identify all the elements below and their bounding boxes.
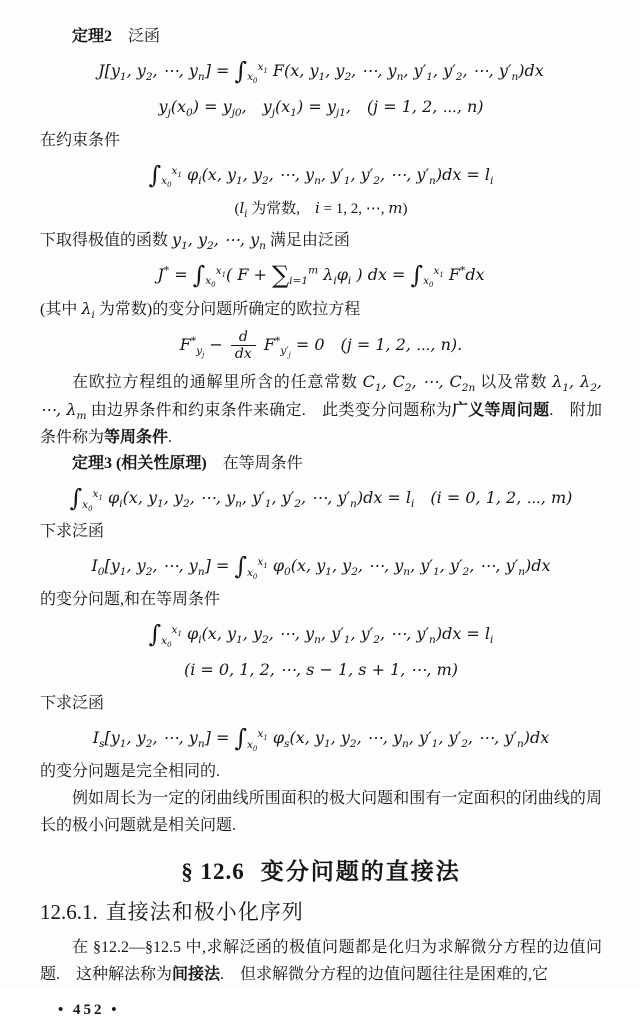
section-title: 变分问题的直接法 bbox=[260, 859, 461, 885]
theorem2-boundary-formula: $y_j(x_0) = y_{j0}$, $y_j(x_1) = y_{j1}$, (j = 1, 2, ⋯, n) bbox=[158, 97, 484, 120]
functional-i0-formula: $I_0[y_1$, $y_2$, ⋯, $y_n] = \int_{x_0}^{x_1}$ $\varphi_0(x$, $y_1$, $y_2$, ⋯, $y_n$, $y'_1$, $y'_2$, ⋯, $y'_n)dx$ bbox=[91, 552, 551, 581]
functional-is-formula: $I_s[y_1$, $y_2$, ⋯, $y_n] = \int_{x_0}^{x_1}$ $\varphi_s(x$, $y_1$, $y_2$, ⋯, $y_n$, $y'_1$, $y'_2$, ⋯, $y'_n)dx$ bbox=[92, 724, 550, 753]
isoperimetric-condition2-formula: $\int_{x_0}^{x_1}$ $\varphi_i(x$, $y_1$, $y_2$, ⋯, $y_n$, $y'_1$, $y'_2$, ⋯, $y'_n)dx = l_i$ bbox=[148, 620, 494, 649]
page-number: • 452 • bbox=[58, 1002, 120, 1019]
subsection-title: 直接法和极小化序列 bbox=[105, 900, 304, 925]
subsection-number: 12.6.1. bbox=[40, 900, 98, 925]
subsection-heading bbox=[40, 896, 602, 926]
constraint-note: ($l_i$ 为常数, i = 1, 2, ⋯, m) bbox=[234, 199, 408, 220]
example-paragraph: 例如周长为一定的闭曲线所围面积的极大问题和围有一定面积的闭曲线的周长的极小问题就是相关问题. bbox=[40, 790, 602, 835]
euler-intro-line: (其中 $\lambda_i$ 为常数)的变分问题所确定的欧拉方程 bbox=[40, 299, 361, 322]
index-range-line: (i = 0, 1, 2, ⋯, s − 1, s + 1, ⋯, m) bbox=[183, 660, 459, 680]
theorem3-heading: 定理3 (相关性原理) 在等周条件 bbox=[72, 455, 303, 473]
auxiliary-functional-formula: $J^* = \int_{x_0}^{x_1}$( $F + \sum_{i=1}^m$ $\lambda_i\varphi_i$ ) dx = $\int_{x_0}^{x_1}$ F*dx bbox=[157, 260, 485, 290]
equivalence-line: 的变分问题是完全相同的. bbox=[40, 763, 221, 781]
general-isoperimetric-remark: 在欧拉方程组的通解里所含的任意常数 $C_1$, $C_2$, ⋯, $C_{2n}$ 以及常数 $\lambda_1$, $\lambda_2$, ⋯, $\lambda_m$ 由边界条件和约束条件来确定. 此类变分问题称为广义等周问题. 附加条件称为等周条件. bbox=[40, 372, 602, 447]
section-number: § 12.6 bbox=[181, 859, 245, 885]
and-condition-line: 的变分问题,和在等周条件 bbox=[40, 591, 221, 609]
extremal-functions-line: 下取得极值的函数 $y_1$, $y_2$, ⋯, $y_n$ 满足由泛函 bbox=[40, 230, 350, 253]
constraint-intro: 在约束条件 bbox=[40, 132, 121, 149]
euler-equation-formula: $F^*_{y_j}$ − $\frac{d}{dx}$ $F^*_{y'_j} = 0$ (j = 1, 2, ⋯, n). bbox=[179, 329, 463, 363]
theorem2-heading: 定理2 泛函 bbox=[72, 28, 161, 45]
section-heading bbox=[40, 853, 602, 886]
seek-functional-line-1: 下求泛函 bbox=[40, 523, 105, 541]
constraint-formula: $\int_{x_0}^{x_1}$ $\varphi_i(x$, $y_1$, $y_2$, ⋯, $y_n$, $y'_1$, $y'_2$, ⋯, $y'_n)dx = l_i$ bbox=[148, 160, 494, 190]
theorem2-functional-formula: $J[y_1$, $y_2$, ⋯, $y_n] = \int_{x_0}^{x_1}$ F(x, $y_1$, $y_2$, ⋯, $y_n$, $y'_1$, $y'_2$, ⋯, $y'_n)dx$ bbox=[98, 56, 544, 86]
isoperimetric-condition-formula: $\int_{x_0}^{x_1}$ $\varphi_i(x$, $y_1$, $y_2$, ⋯, $y_n$, $y'_1$, $y'_2$, ⋯, $y'_n)dx = l_i$ (i = 0, 1, 2, ⋯, m) bbox=[69, 484, 573, 513]
intro-paragraph: 在 §12.2—§12.5 中,求解泛函的极值问题都是化归为求解微分方程的边值问题. 这种解法称为间接法. 但求解微分方程的边值问题往往是困难的,它 bbox=[40, 939, 602, 984]
seek-functional-line-2: 下求泛函 bbox=[40, 695, 105, 713]
